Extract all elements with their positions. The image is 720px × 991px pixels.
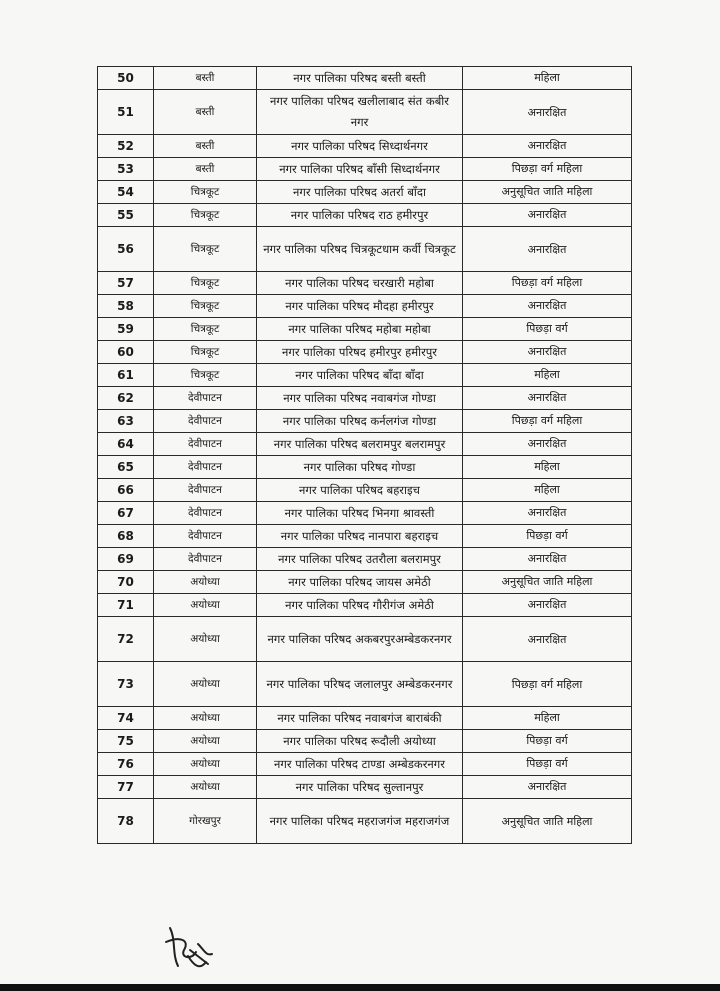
table-row [98,341,632,364]
division-cell: अयोध्या [154,730,257,753]
municipal-body-cell: नगर पालिका परिषद राठ हमीरपुर [257,204,463,227]
division-cell: देवीपाटन [154,433,257,456]
division-cell: अयोध्या [154,617,257,662]
serial-number-cell: 63 [98,410,154,433]
municipal-body-cell: नगर पालिका परिषद बाँसी सिध्दार्थनगर [257,158,463,181]
serial-number-cell: 56 [98,227,154,272]
serial-number-cell: 70 [98,571,154,594]
division-cell: अयोध्या [154,776,257,799]
municipal-body-cell: नगर पालिका परिषद सिध्दार्थनगर [257,135,463,158]
table-row [98,730,632,753]
reservation-category-cell: पिछड़ा वर्ग [463,730,632,753]
reservation-category-cell: महिला [463,707,632,730]
reservation-category-cell: अनारक्षित [463,227,632,272]
table-row [98,364,632,387]
division-cell: चित्रकूट [154,295,257,318]
municipal-body-cell: नगर पालिका परिषद नवाबगंज गोण्डा [257,387,463,410]
table-row [98,227,632,272]
municipal-body-cell: नगर पालिका परिषद जायस अमेठी [257,571,463,594]
division-cell: अयोध्या [154,594,257,617]
serial-number-cell: 67 [98,502,154,525]
division-cell: चित्रकूट [154,364,257,387]
serial-number-cell: 51 [98,90,154,135]
table-row [98,571,632,594]
table-row [98,707,632,730]
serial-number-cell: 58 [98,295,154,318]
division-cell: देवीपाटन [154,548,257,571]
division-cell: अयोध्या [154,571,257,594]
table-row [98,181,632,204]
table-row [98,318,632,341]
table-row [98,204,632,227]
table-row [98,433,632,456]
serial-number-cell: 57 [98,272,154,295]
signature [160,920,220,976]
municipal-body-cell: नगर पालिका परिषद नवाबगंज बाराबंकी [257,707,463,730]
division-cell: देवीपाटन [154,479,257,502]
table-row [98,617,632,662]
table-row [98,799,632,844]
serial-number-cell: 73 [98,662,154,707]
reservation-category-cell: पिछड़ा वर्ग [463,525,632,548]
table-row [98,662,632,707]
division-cell: बस्ती [154,67,257,90]
division-cell: चित्रकूट [154,341,257,364]
reservation-category-cell: अनारक्षित [463,502,632,525]
table-row [98,90,632,135]
reservation-category-cell: महिला [463,456,632,479]
division-cell: देवीपाटन [154,410,257,433]
municipal-body-cell: नगर पालिका परिषद मौदहा हमीरपुर [257,295,463,318]
table-row [98,410,632,433]
reservation-category-cell: महिला [463,479,632,502]
municipal-body-cell: नगर पालिका परिषद गौरीगंज अमेठी [257,594,463,617]
municipal-body-cell: नगर पालिका परिषद अकबरपुरअम्बेडकरनगर [257,617,463,662]
table-row [98,135,632,158]
division-cell: चित्रकूट [154,272,257,295]
municipal-body-cell: नगर पालिका परिषद नानपारा बहराइच [257,525,463,548]
reservation-category-cell: पिछड़ा वर्ग [463,318,632,341]
municipal-body-cell: नगर पालिका परिषद कर्नलगंज गोण्डा [257,410,463,433]
reservation-category-cell: अनारक्षित [463,295,632,318]
municipal-body-cell: नगर पालिका परिषद हमीरपुर हमीरपुर [257,341,463,364]
scan-edge [0,984,720,991]
division-cell: चित्रकूट [154,181,257,204]
serial-number-cell: 64 [98,433,154,456]
division-cell: अयोध्या [154,753,257,776]
reservation-category-cell: महिला [463,364,632,387]
table-row [98,479,632,502]
serial-number-cell: 71 [98,594,154,617]
municipal-body-cell: नगर पालिका परिषद टाण्डा अम्बेडकरनगर [257,753,463,776]
municipal-body-cell: नगर पालिका परिषद अतर्रा बाँदा [257,181,463,204]
table-body [98,67,632,844]
table-row [98,272,632,295]
table-row [98,67,632,90]
table-row [98,456,632,479]
serial-number-cell: 66 [98,479,154,502]
division-cell: देवीपाटन [154,525,257,548]
municipal-body-cell: नगर पालिका परिषद चरखारी महोबा [257,272,463,295]
table-row [98,295,632,318]
reservation-category-cell: अनारक्षित [463,433,632,456]
reservation-category-cell: पिछड़ा वर्ग महिला [463,410,632,433]
serial-number-cell: 62 [98,387,154,410]
reservation-category-cell: अनारक्षित [463,387,632,410]
municipal-body-cell: नगर पालिका परिषद उतरौला बलरामपुर [257,548,463,571]
reservation-table [97,66,632,844]
municipal-body-cell: नगर पालिका परिषद बलरामपुर बलरामपुर [257,433,463,456]
municipal-body-cell: नगर पालिका परिषद जलालपुर अम्बेडकरनगर [257,662,463,707]
serial-number-cell: 55 [98,204,154,227]
serial-number-cell: 77 [98,776,154,799]
serial-number-cell: 53 [98,158,154,181]
municipal-body-cell: नगर पालिका परिषद गोण्डा [257,456,463,479]
serial-number-cell: 59 [98,318,154,341]
serial-number-cell: 61 [98,364,154,387]
reservation-category-cell: अनारक्षित [463,90,632,135]
reservation-category-cell: अनुसूचित जाति महिला [463,181,632,204]
serial-number-cell: 78 [98,799,154,844]
serial-number-cell: 69 [98,548,154,571]
serial-number-cell: 60 [98,341,154,364]
division-cell: अयोध्या [154,707,257,730]
division-cell: बस्ती [154,135,257,158]
reservation-category-cell: अनारक्षित [463,776,632,799]
serial-number-cell: 65 [98,456,154,479]
division-cell: बस्ती [154,90,257,135]
reservation-category-cell: पिछड़ा वर्ग [463,753,632,776]
serial-number-cell: 72 [98,617,154,662]
reservation-category-cell: अनारक्षित [463,548,632,571]
division-cell: चित्रकूट [154,227,257,272]
table-row [98,387,632,410]
reservation-category-cell: अनुसूचित जाति महिला [463,571,632,594]
municipal-body-cell: नगर पालिका परिषद चित्रकूटधाम कर्वी चित्रकूट [257,227,463,272]
division-cell: देवीपाटन [154,502,257,525]
serial-number-cell: 52 [98,135,154,158]
division-cell: चित्रकूट [154,204,257,227]
municipal-body-cell: नगर पालिका परिषद बाँदा बाँदा [257,364,463,387]
division-cell: देवीपाटन [154,387,257,410]
serial-number-cell: 54 [98,181,154,204]
serial-number-cell: 76 [98,753,154,776]
division-cell: गोरखपुर [154,799,257,844]
serial-number-cell: 74 [98,707,154,730]
reservation-category-cell: पिछड़ा वर्ग महिला [463,272,632,295]
division-cell: बस्ती [154,158,257,181]
municipal-body-cell: नगर पालिका परिषद बहराइच [257,479,463,502]
reservation-category-cell: अनारक्षित [463,617,632,662]
division-cell: अयोध्या [154,662,257,707]
reservation-category-cell: अनारक्षित [463,341,632,364]
municipal-body-cell: नगर पालिका परिषद महोबा महोबा [257,318,463,341]
table-row [98,158,632,181]
serial-number-cell: 68 [98,525,154,548]
reservation-category-cell: अनारक्षित [463,594,632,617]
division-cell: चित्रकूट [154,318,257,341]
municipal-body-cell: नगर पालिका परिषद बस्ती बस्ती [257,67,463,90]
table-row [98,776,632,799]
reservation-category-cell: अनुसूचित जाति महिला [463,799,632,844]
reservation-category-cell: पिछड़ा वर्ग महिला [463,662,632,707]
serial-number-cell: 75 [98,730,154,753]
table-row [98,753,632,776]
table-row [98,548,632,571]
reservation-category-cell: महिला [463,67,632,90]
municipal-body-cell: नगर पालिका परिषद सुल्तानपुर [257,776,463,799]
municipal-body-cell: नगर पालिका परिषद भिनगा श्रावस्ती [257,502,463,525]
division-cell: देवीपाटन [154,456,257,479]
reservation-category-cell: अनारक्षित [463,135,632,158]
table-row [98,594,632,617]
reservation-category-cell: पिछड़ा वर्ग महिला [463,158,632,181]
table-row [98,525,632,548]
municipal-body-cell: नगर पालिका परिषद रूदौली अयोध्या [257,730,463,753]
municipal-body-cell: नगर पालिका परिषद खलीलाबाद संत कबीर नगर [257,90,463,135]
reservation-category-cell: अनारक्षित [463,204,632,227]
serial-number-cell: 50 [98,67,154,90]
municipal-body-cell: नगर पालिका परिषद महराजगंज महराजगंज [257,799,463,844]
table-row [98,502,632,525]
